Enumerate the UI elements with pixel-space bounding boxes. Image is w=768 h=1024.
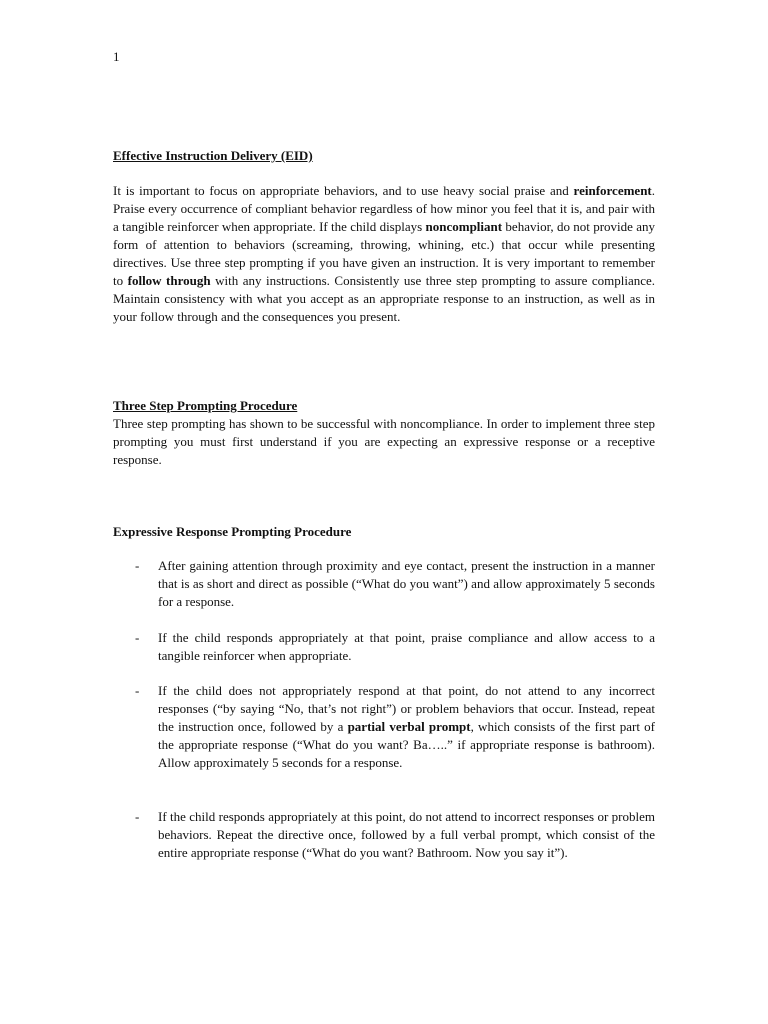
list-dash: - [135,558,140,573]
item3-text-2: , which consists of the first part of the appropriate response (“What do you want? Ba…..” if appropriate response is bathroom). Allow approximately 5 seconds for a response. [158,719,655,770]
eid-bold-noncompliant: noncompliant [425,219,503,234]
list-item [113,808,655,862]
eid-paragraph [113,182,655,326]
eid-bold-follow-through: follow through [127,273,211,288]
list-item-text: If the child responds appropriately at this point, do not attend to incorrect responses or problem behaviors. Repeat the directive once, followed by a full verbal prompt, which consist of the entire appropriate response (“What do you want? Bathroom. Now you say it”). [158,809,655,860]
three-step-heading: Three Step Prompting Procedure [113,398,298,413]
eid-heading: Effective Instruction Delivery (EID) [113,148,313,163]
list-item [113,682,655,772]
list-item-text: After gaining attention through proximity and eye contact, present the instruction in a manner that is as short and direct as possible (“What do you want”) and allow approximately 5 seconds for a response. [158,558,655,609]
list-dash: - [135,630,140,645]
item3-text-1: If the child does not appropriately respond at that point, do not attend to any incorrect responses (“by saying “No, that’s not right”) or problem behaviors that occur. Instead, repeat the instruction once, followed by a [158,683,655,734]
list-dash: - [135,683,140,698]
eid-bold-reinforcement: reinforcement [573,183,652,198]
eid-text-3: behavior, do not provide any form of attention to behaviors (screaming, throwing, whining, etc.) that occur while presenting directives. Use three step prompting if you have given an instruction. It is very important to remember to [113,219,656,288]
list-item [113,557,655,611]
list-item [113,629,655,665]
page-number: 1 [113,49,120,64]
eid-text-1: It is important to focus on appropriate behaviors, and to use heavy social praise and [113,183,569,198]
expressive-heading: Expressive Response Prompting Procedure [113,524,352,539]
eid-text-4: with any instructions. Consistently use three step prompting to assure compliance. Maintain consistency with what you accept as an appropriate response to an instruction, as well as in your follow through and the consequences you present. [113,273,656,324]
list-dash: - [135,809,140,824]
three-step-paragraph: Three step prompting has shown to be successful with noncompliance. In order to implement three step prompting you must first understand if you are expecting an expressive response or a receptive response. [113,416,655,467]
list-item-text: If the child responds appropriately at that point, praise compliance and allow access to a tangible reinforcer when appropriate. [158,630,655,663]
item3-bold-partial-verbal-prompt: partial verbal prompt [347,719,471,734]
eid-text-2: . Praise every occurrence of compliant behavior regardless of how minor you feel that it is, and pair with a tangible reinforcer when appropriate. If the child displays [113,183,656,234]
list-item-text [158,682,655,772]
